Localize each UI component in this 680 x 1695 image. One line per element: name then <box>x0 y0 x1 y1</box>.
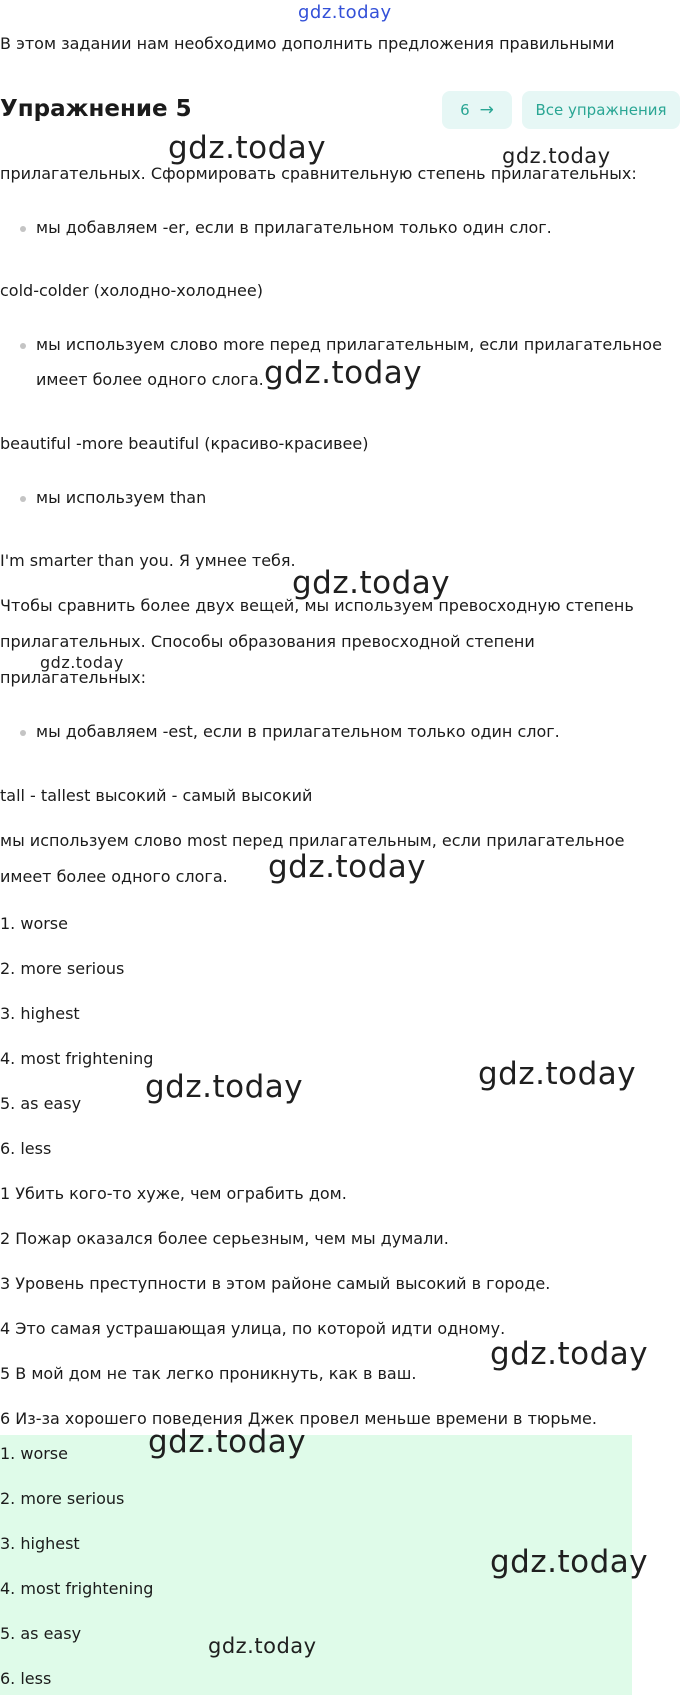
list-item: мы используем слово more перед прилагательным, если прилагательное <box>36 335 662 354</box>
watermark: gdz.today <box>502 144 611 168</box>
answer-box-item: 4. most frightening <box>0 1579 154 1598</box>
paragraph: прилагательных. Сформировать сравнительную степень прилагательных: <box>0 164 637 183</box>
translation-item: 4 Это самая устрашающая улица, по которой идти одному. <box>0 1319 506 1338</box>
watermark: gdz.today <box>40 653 124 672</box>
watermark: gdz.today <box>478 1056 637 1092</box>
bullet-icon <box>20 730 26 736</box>
arrow-right-icon: → <box>479 100 494 120</box>
answer-box-item: 6. less <box>0 1669 52 1688</box>
bullet-icon <box>20 343 26 349</box>
paragraph: имеет более одного слога. <box>0 867 228 886</box>
watermark: gdz.today <box>168 130 327 166</box>
watermark: gdz.today <box>208 1634 317 1658</box>
paragraph: прилагательных: <box>0 668 147 687</box>
bullet-icon <box>20 496 26 502</box>
watermark: gdz.today <box>490 1336 649 1372</box>
answer-item: 3. highest <box>0 1004 80 1023</box>
watermark: gdz.today <box>145 1069 304 1105</box>
bullet-icon <box>20 226 26 232</box>
list-item: мы используем than <box>36 488 207 507</box>
all-exercises-button[interactable]: Все упражнения <box>522 91 680 129</box>
next-exercise-label: 6 <box>460 101 470 119</box>
watermark: gdz.today <box>268 849 427 885</box>
translation-item: 1 Убить кого-то хуже, чем ограбить дом. <box>0 1184 347 1203</box>
watermark: gdz.today <box>292 565 451 601</box>
answer-box-item: 1. worse <box>0 1444 68 1463</box>
page-title: Упражнение 5 <box>0 96 192 122</box>
translation-item: 5 В мой дом не так легко проникнуть, как в ваш. <box>0 1364 417 1383</box>
answer-item: 5. as easy <box>0 1094 82 1113</box>
answer-item: 6. less <box>0 1139 52 1158</box>
paragraph: Чтобы сравнить более двух вещей, мы используем превосходную степень <box>0 596 634 615</box>
paragraph: I'm smarter than you. Я умнее тебя. <box>0 551 296 570</box>
list-item-continuation: имеет более одного слога. <box>36 370 264 389</box>
answer-item: 4. most frightening <box>0 1049 154 1068</box>
answer-item: 1. worse <box>0 914 68 933</box>
answer-box-item: 5. as easy <box>0 1624 82 1643</box>
translation-item: 2 Пожар оказался более серьезным, чем мы думали. <box>0 1229 449 1248</box>
watermark: gdz.today <box>148 1424 307 1460</box>
watermark: gdz.today <box>490 1544 649 1580</box>
paragraph: прилагательных. Способы образования превосходной степени <box>0 632 535 651</box>
paragraph: tall - tallest высокий - самый высокий <box>0 786 313 805</box>
answer-box-item: 2. more serious <box>0 1489 125 1508</box>
watermark: gdz.today <box>264 355 423 391</box>
top-watermark: gdz.today <box>298 2 392 23</box>
next-exercise-button[interactable] <box>442 91 512 129</box>
translation-item: 3 Уровень преступности в этом районе самый высокий в городе. <box>0 1274 551 1293</box>
answer-item: 2. more serious <box>0 959 125 978</box>
list-item: мы добавляем -er, если в прилагательном только один слог. <box>36 218 552 237</box>
answer-box-item: 3. highest <box>0 1534 80 1553</box>
translation-item: 6 Из-за хорошего поведения Джек провел меньше времени в тюрьме. <box>0 1409 597 1428</box>
intro-text: В этом задании нам необходимо дополнить предложения правильными <box>0 34 615 53</box>
paragraph: мы используем слово most перед прилагательным, если прилагательное <box>0 831 625 850</box>
list-item: мы добавляем -est, если в прилагательном только один слог. <box>36 722 560 741</box>
paragraph: beautiful -more beautiful (красиво-красивее) <box>0 434 369 453</box>
paragraph: cold-colder (холодно-холоднее) <box>0 281 263 300</box>
